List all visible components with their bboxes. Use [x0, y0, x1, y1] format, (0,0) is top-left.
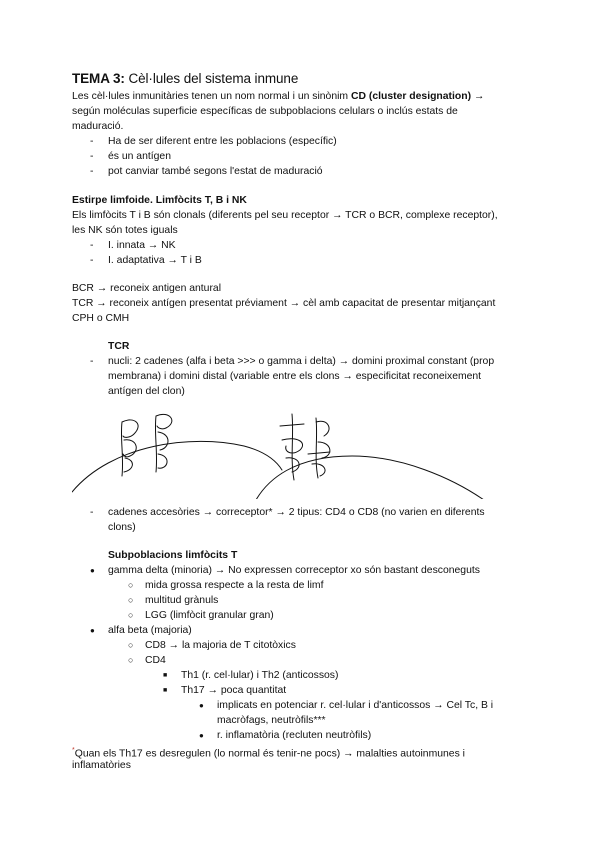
- paragraph-line: BCR → reconeix antigen antural: [72, 283, 222, 294]
- footnote-marker: *: [72, 747, 75, 754]
- chain-left-a: [121, 420, 138, 476]
- footnote-line: *Quan els Th17 es desregulen (lo normal és tenir-ne pocs) → malalties autoinmunes i: [72, 747, 465, 760]
- list-item-continuation: antígen del clon): [108, 386, 185, 397]
- tcr-hand-sketch: [72, 394, 532, 499]
- membrane-arc-left: [72, 441, 282, 492]
- list-item-continuation: macròfags, neutròfils***: [217, 715, 326, 726]
- paragraph-line: CPH o CMH: [72, 313, 130, 324]
- intro-line: según moléculas superficie específicas de subpoblacions celulars o inclús estats de: [72, 106, 458, 117]
- page-title: TEMA 3: Cèl·lules del sistema inmune: [72, 71, 299, 86]
- subsection-heading: Subpoblacions limfòcits T: [108, 550, 238, 561]
- intro-line: maduració.: [72, 121, 124, 132]
- intro-line: Les cèl·lules inmunitàries tenen un nom normal i un sinònim CD (cluster designation) →: [72, 91, 485, 102]
- paragraph-line: TCR → reconeix antígen presentat préviament → cèl amb capacitat de presentar mitjançant: [72, 298, 496, 309]
- paragraph-line: les NK són totes iguals: [72, 225, 178, 236]
- membrane-arc-right: [248, 456, 484, 499]
- section-heading: Estirpe limfoide. Limfòcits T, B i NK: [72, 195, 247, 206]
- chain-right-a: [280, 414, 304, 480]
- paragraph-line: Els limfòcits T i B són clonals (diferents pel seu receptor → TCR o BCR, complexe receptor),: [72, 210, 498, 221]
- list-item-continuation: clons): [108, 522, 136, 533]
- list-item-continuation: membrana) i domini distal (variable entre els clons → especificitat reconeixement: [108, 371, 482, 382]
- footnote-line: inflamatòries: [72, 760, 131, 771]
- chain-right-b: [308, 418, 330, 478]
- subsection-heading: TCR: [108, 341, 130, 352]
